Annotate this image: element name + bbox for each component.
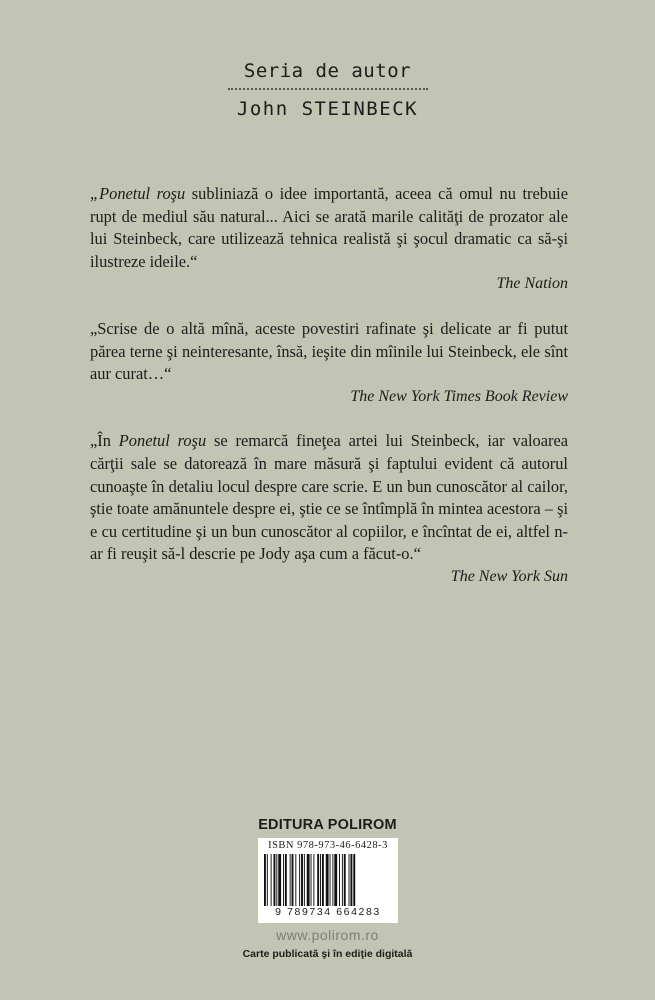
- quote-source: The New York Times Book Review: [350, 387, 568, 405]
- series-header: [0, 60, 655, 120]
- quote-body: se remarcă fineţea artei lui Steinbeck, iar valoarea cărţii sale se datorează în mare măsură şi faptului evident că autorul cunoaşte în detaliu locul despre care scrie. E un bun cunoscător al cailor, ştie toate amănuntele despre ei, ştie ce se întîmplă în mintea acestora – şi e cu certitudine şi un bun cunoscător al copiilor, e încîntat de ei, altfel n-ar fi reuşit să-l descrie pe Jody aşa cum a făcut-o.“: [90, 431, 569, 564]
- isbn-label: ISBN 978-973-46-6428-3: [268, 840, 388, 851]
- author-name: John STEINBECK: [236, 98, 419, 120]
- book-title-italic: „Ponetul roşu: [90, 184, 186, 203]
- quote-body: subliniază o idee importantă, aceea că omul nu trebuie rupt de mediul său natural... Aici se arată marile calităţi de prozator ale lui Steinbeck, care utilizează tehnica realistă şi şocul dramatic ca să-şi ilustreze ideile.“: [90, 184, 568, 271]
- barcode-digits: 9 789734 664283: [275, 906, 381, 918]
- publisher-website: www.polirom.ro: [276, 927, 379, 943]
- review-quote: [90, 318, 568, 408]
- book-title-italic: Ponetul roşu: [118, 431, 207, 451]
- quote-text: [90, 430, 568, 566]
- quote-text: [90, 318, 568, 386]
- review-quote: [90, 430, 568, 588]
- quote-body: „Scrise de o altă mînă, aceste povestiri rafinate şi delicate ar fi putut părea terne şi neinteresante, însă, ieşite din mîinile lui Steinbeck, ele sînt aur curat…“: [90, 318, 568, 384]
- review-quotes: [90, 183, 568, 611]
- quote-source: The New York Sun: [450, 567, 568, 585]
- quote-source: The Nation: [496, 275, 568, 293]
- dotted-divider: [228, 88, 428, 90]
- digital-edition-note: Carte publicată şi în ediţie digitală: [242, 948, 413, 960]
- series-label: Seria de autor: [243, 60, 412, 82]
- publisher-name: EDITURA POLIROM: [258, 817, 397, 833]
- barcode-icon: [264, 854, 392, 906]
- quote-prefix: „În: [90, 431, 119, 451]
- barcode-box: [258, 838, 398, 923]
- quote-text: [90, 183, 568, 273]
- review-quote: [90, 183, 568, 296]
